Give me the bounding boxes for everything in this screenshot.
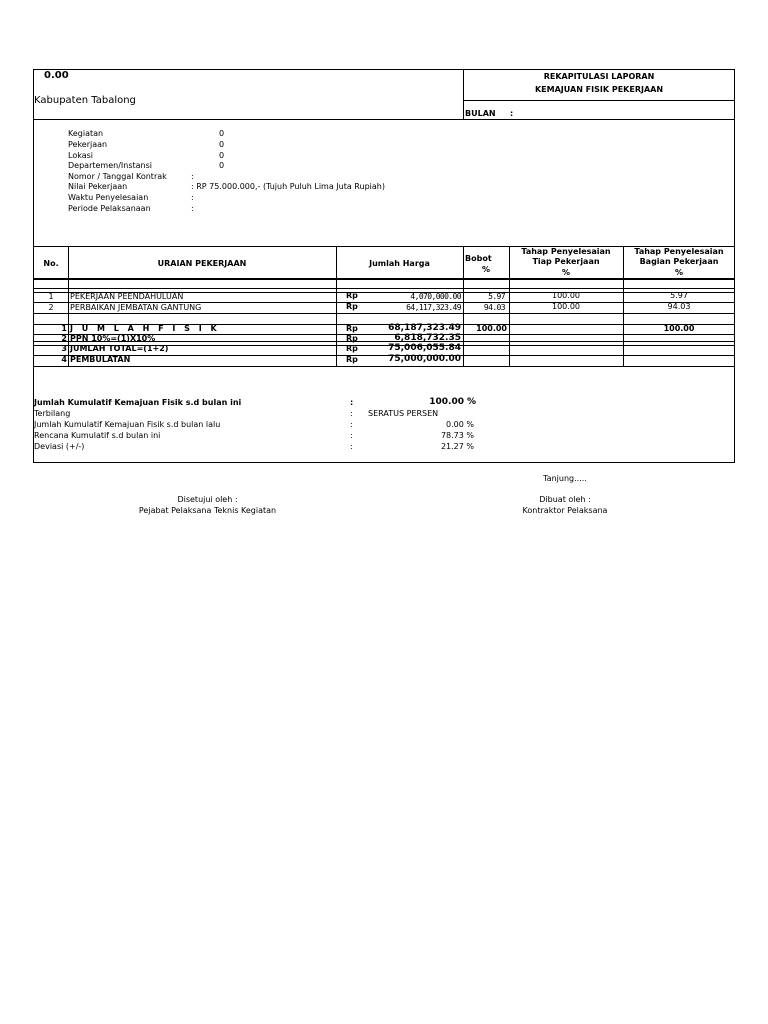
kumulatif-unit: % [467,397,477,407]
info-label-periode: Periode Pelaksanaan [68,204,151,213]
info-label-nilai: Nilai Pekerjaan [68,182,128,191]
kabupaten-label: Kabupaten Tabalong [34,95,136,106]
col-header-tahap-tiap-1: Tahap Penyelesaian [521,247,611,256]
summary-currency: Rp [346,344,358,353]
summary-uraian: JUMLAH TOTAL=(1+2) [70,344,169,353]
kumulatif-lalu-colon: : [350,420,353,429]
header-bottom-line [34,119,735,120]
info-label-waktu: Waktu Penyelesaian [68,193,149,202]
approved-by-label: Disetujui oleh : [177,495,238,504]
deviasi-value: 21.27 % [440,442,474,451]
col-divider [463,246,464,366]
col-header-tahap-bagian-1: Tahap Penyelesaian [634,247,724,256]
summary-harga: 6,818,732.35 [394,333,461,343]
summary-tahap-bagian: 100.00 [663,324,695,333]
row-harga: 4,070,000.00 [410,292,461,301]
row-tahap-bagian: 94.03 [667,302,691,311]
summary-uraian: J U M L A H F I S I K [70,324,220,333]
col-header-bobot-unit: % [481,265,490,274]
row-uraian: PEKERJAAN PEENDAHULUAN [70,292,184,301]
col-header-no: No. [43,259,59,268]
col-header-jumlah-harga: Jumlah Harga [369,259,430,268]
summary-no: 1 [61,324,67,333]
summary-harga: 68,187,323.49 [388,323,461,333]
info-label-kontrak: Nomor / Tanggal Kontrak [68,172,167,181]
header-value: 0.00 [44,70,69,81]
col-header-tahap-tiap-3: % [561,268,570,277]
row-tahap-tiap: 100.00 [552,291,580,300]
row-bobot: 5.97 [488,292,505,301]
info-value-periode: : [191,204,194,213]
table-line [34,288,735,289]
deviasi-colon: : [350,442,353,451]
summary-bobot: 100.00 [476,324,507,333]
approver-title: Pejabat Pelaksana Teknis Kegiatan [138,506,277,515]
row-bobot: 94.03 [483,303,505,312]
terbilang-value: SERATUS PERSEN [368,409,439,418]
made-by-label: Dibuat oleh : [539,495,591,504]
summary-no: 2 [61,334,67,343]
kumulatif-label: Jumlah Kumulatif Kemajuan Fisik s.d bulan ini [34,398,242,407]
table-line [34,366,735,367]
row-no: 1 [48,292,54,301]
info-value-kontrak: : [191,172,194,181]
row-tahap-bagian: 5.97 [670,291,688,300]
maker-title: Kontraktor Pelaksana [522,506,608,515]
summary-harga: 75,000,000.00 [388,354,461,364]
row-uraian: PERBAIKAN JEMBATAN GANTUNG [70,303,202,312]
summary-currency: Rp [346,324,358,333]
info-value-lokasi: 0 [219,151,225,160]
bulan-label: BULAN [465,109,496,118]
row-harga: 64,117,323.49 [406,303,461,312]
deviasi-label: Deviasi (+/-) [34,442,85,451]
col-header-uraian: URAIAN PEKERJAAN [157,259,247,268]
summary-no: 4 [61,355,67,364]
col-header-tahap-tiap-2: Tiap Pekerjaan [532,257,600,266]
rencana-value: 78.73 % [440,431,474,440]
summary-harga: 75,006,055.84 [388,343,461,353]
col-header-tahap-bagian-2: Bagian Pekerjaan [639,257,719,266]
info-value-nilai: : RP 75.000.000,- (Tujuh Puluh Lima Juta Rupiah) [191,182,385,191]
report-document [33,69,735,463]
row-currency: Rp [346,302,358,311]
col-header-tahap-bagian-3: % [674,268,683,277]
summary-uraian: PPN 10%=(1)X10% [70,334,156,343]
terbilang-label: Terbilang [34,409,71,418]
kumulatif-colon: : [350,398,354,407]
info-label-pekerjaan: Pekerjaan [68,140,108,149]
row-tahap-tiap: 100.00 [552,302,580,311]
summary-uraian: PEMBULATAN [70,355,131,364]
kumulatif-value: 100.00 [429,397,464,407]
report-title-1: REKAPITULASI LAPORAN [543,72,655,81]
info-value-instansi: 0 [219,161,225,170]
info-value-pekerjaan: 0 [219,140,225,149]
info-value-kegiatan: 0 [219,129,225,138]
rencana-colon: : [350,431,353,440]
info-label-kegiatan: Kegiatan [68,129,104,138]
terbilang-colon: : [350,409,353,418]
place-date: Tanjung..... [543,474,587,483]
info-label-lokasi: Lokasi [68,151,93,160]
table-header-bottom-line [34,278,735,280]
bulan-colon: : [510,109,514,118]
info-label-instansi: Departemen/Instansi [68,161,152,170]
col-header-bobot: Bobot [465,254,492,263]
table-line [34,313,735,314]
summary-currency: Rp [346,334,358,343]
report-title-2: KEMAJUAN FISIK PEKERJAAN [534,85,664,94]
summary-no: 3 [61,344,67,353]
row-no: 2 [48,303,54,312]
title-divider [463,100,735,101]
rencana-label: Rencana Kumulatif s.d bulan ini [34,431,161,440]
summary-currency: Rp [346,355,358,364]
info-value-waktu: : [191,193,194,202]
kumulatif-lalu-value: 0.00 % [446,420,474,429]
row-currency: Rp [346,291,358,300]
kumulatif-lalu-label: Jumlah Kumulatif Kemajuan Fisik s.d bulan lalu [34,420,221,429]
